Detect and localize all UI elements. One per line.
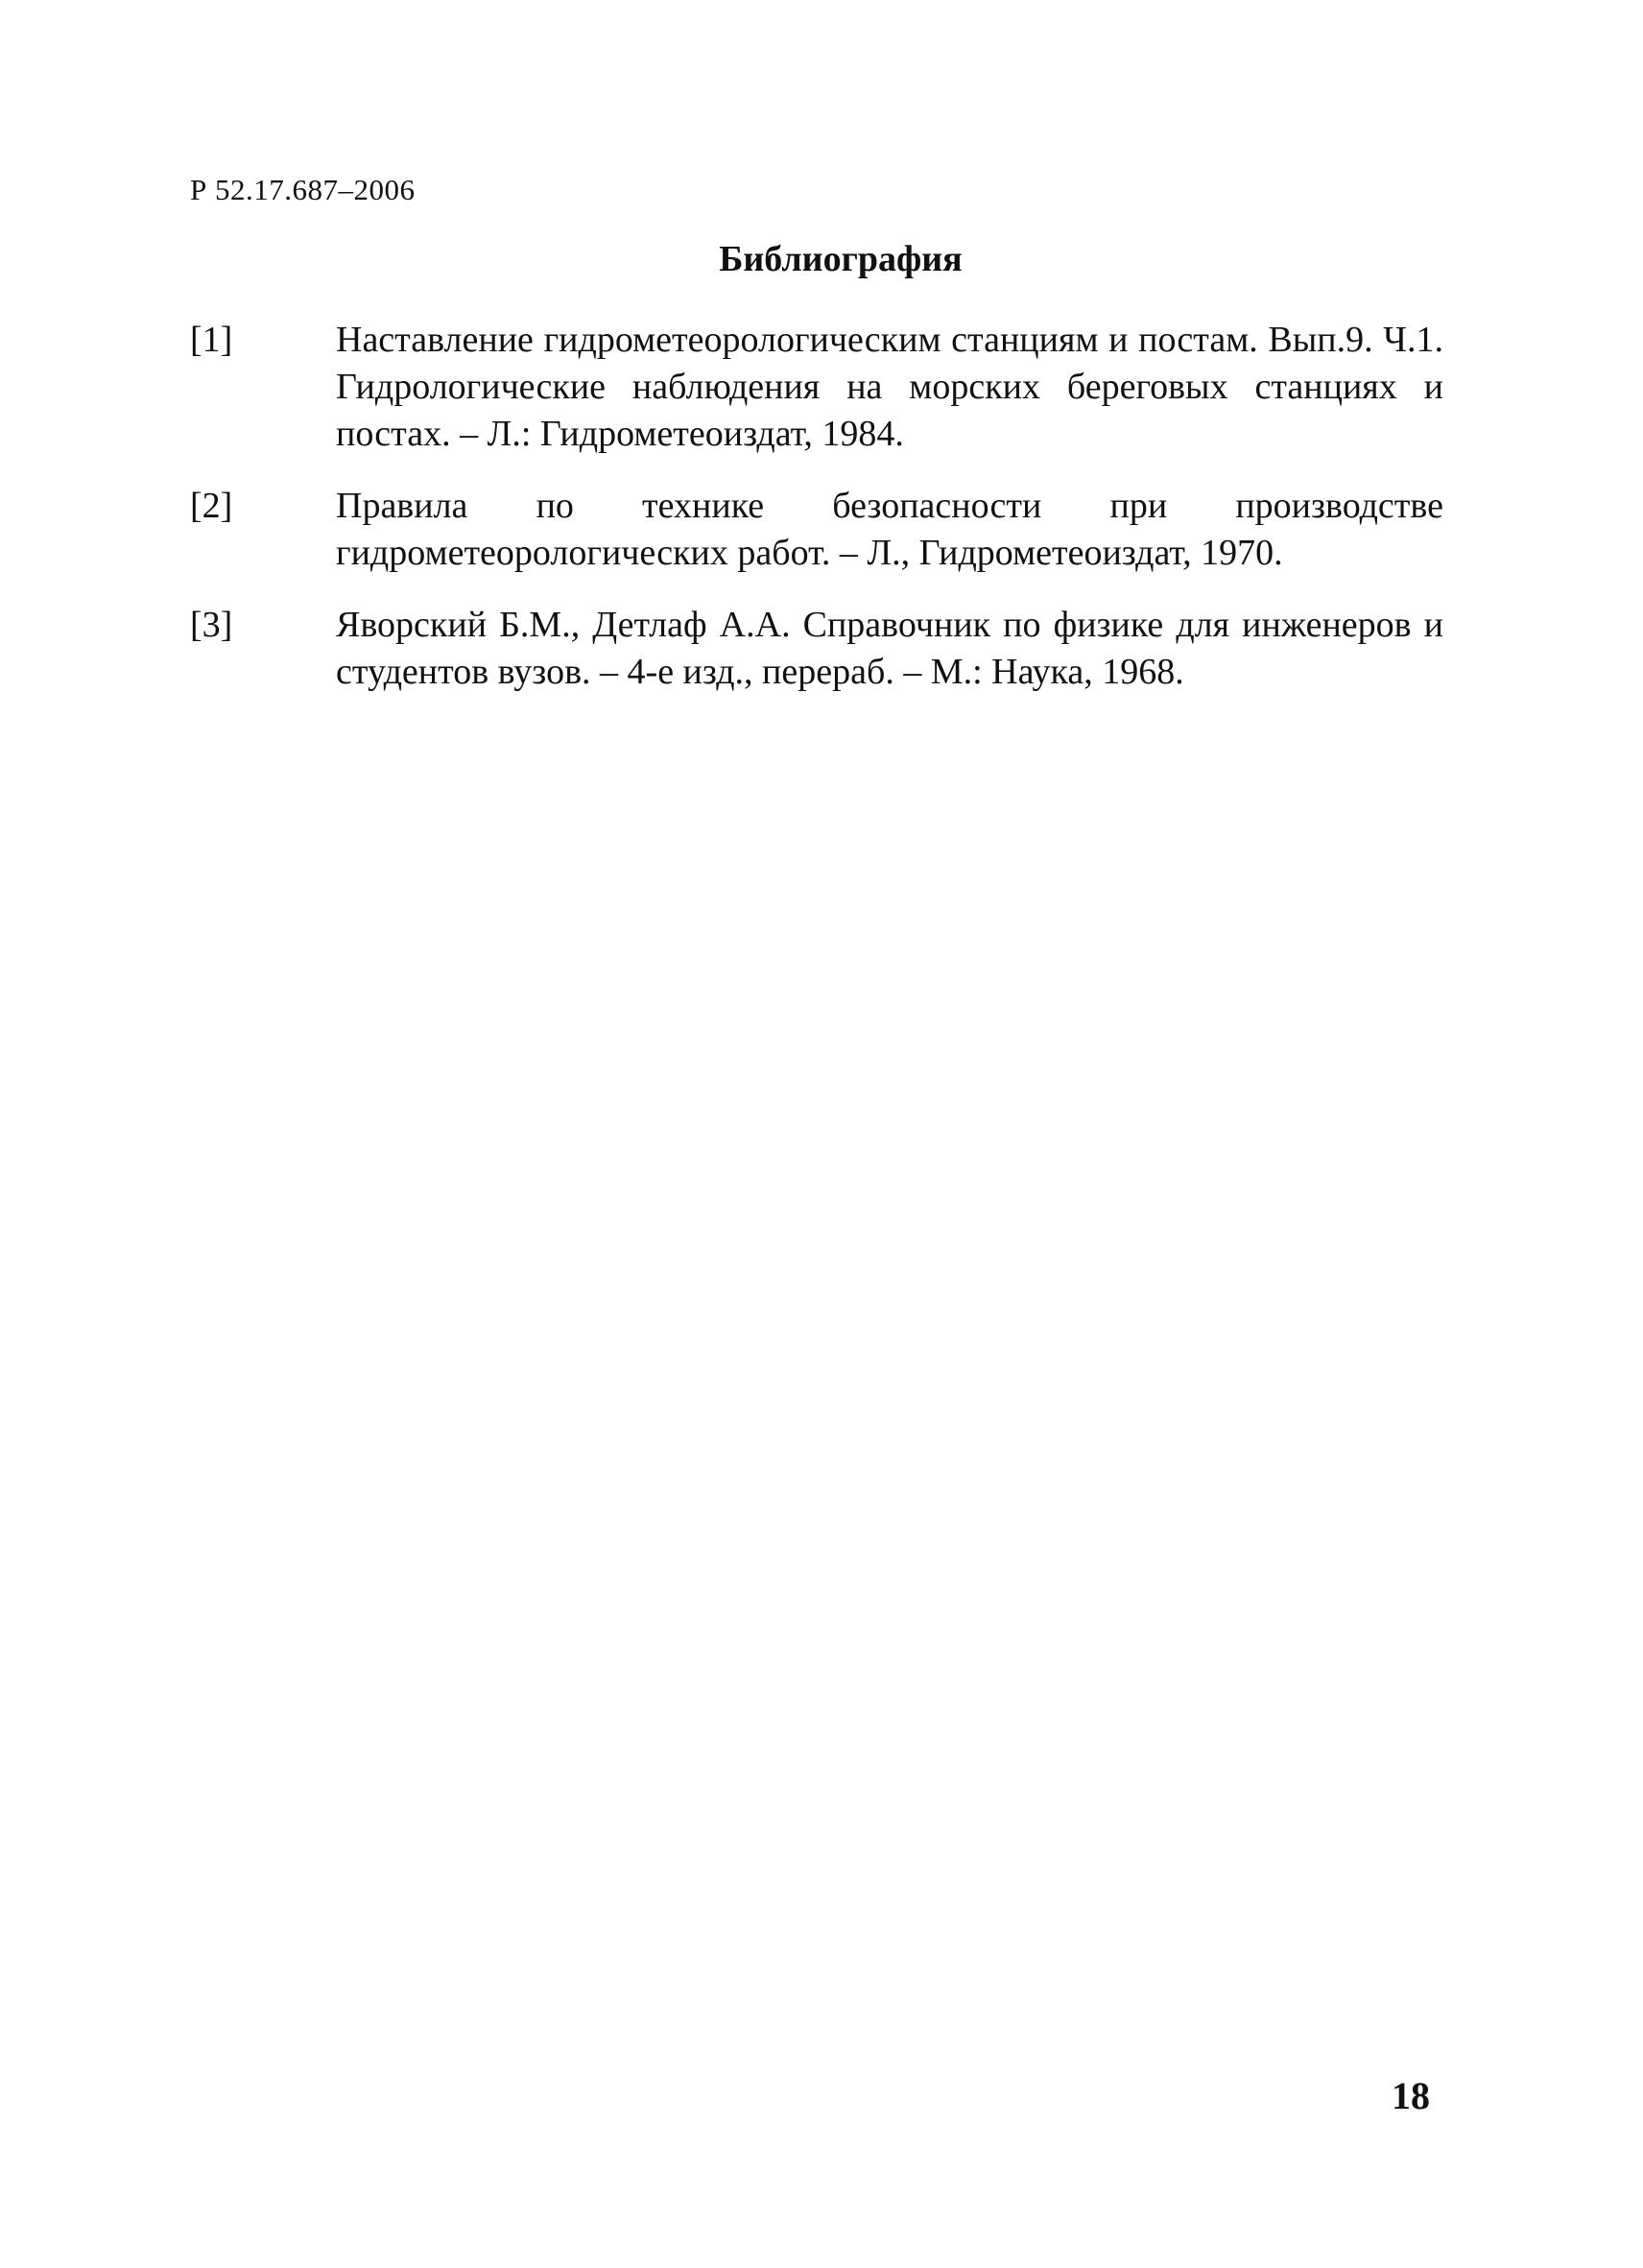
entry-text: Правила по технике безопасности при производстве гидрометеорологических работ. – Л., Гидрометеоиздат, 1970. bbox=[336, 486, 1443, 573]
page-title: Библиография bbox=[719, 239, 963, 279]
bibliography-entry bbox=[190, 602, 1443, 696]
entry-number: [1] bbox=[190, 320, 233, 360]
page-number: 18 bbox=[1392, 2074, 1430, 2117]
entry-number: [2] bbox=[190, 486, 233, 526]
entry-number: [3] bbox=[190, 605, 233, 645]
entry-text: Наставление гидрометеорологическим станциям и постам. Вып.9. Ч.1. Гидрологические наблюдения на морских береговых станциях и постах. – Л.: Гидрометеоиздат, 1984. bbox=[336, 320, 1443, 454]
bibliography-entry bbox=[190, 317, 1443, 458]
document-code: Р 52.17.687–2006 bbox=[190, 173, 416, 206]
bibliography-entry bbox=[190, 483, 1443, 577]
bibliography-list bbox=[190, 317, 1443, 721]
entry-text: Яворский Б.М., Детлаф А.А. Справочник по физике для инженеров и студентов вузов. – 4-е изд., перераб. – М.: Наука, 1968. bbox=[336, 605, 1443, 692]
